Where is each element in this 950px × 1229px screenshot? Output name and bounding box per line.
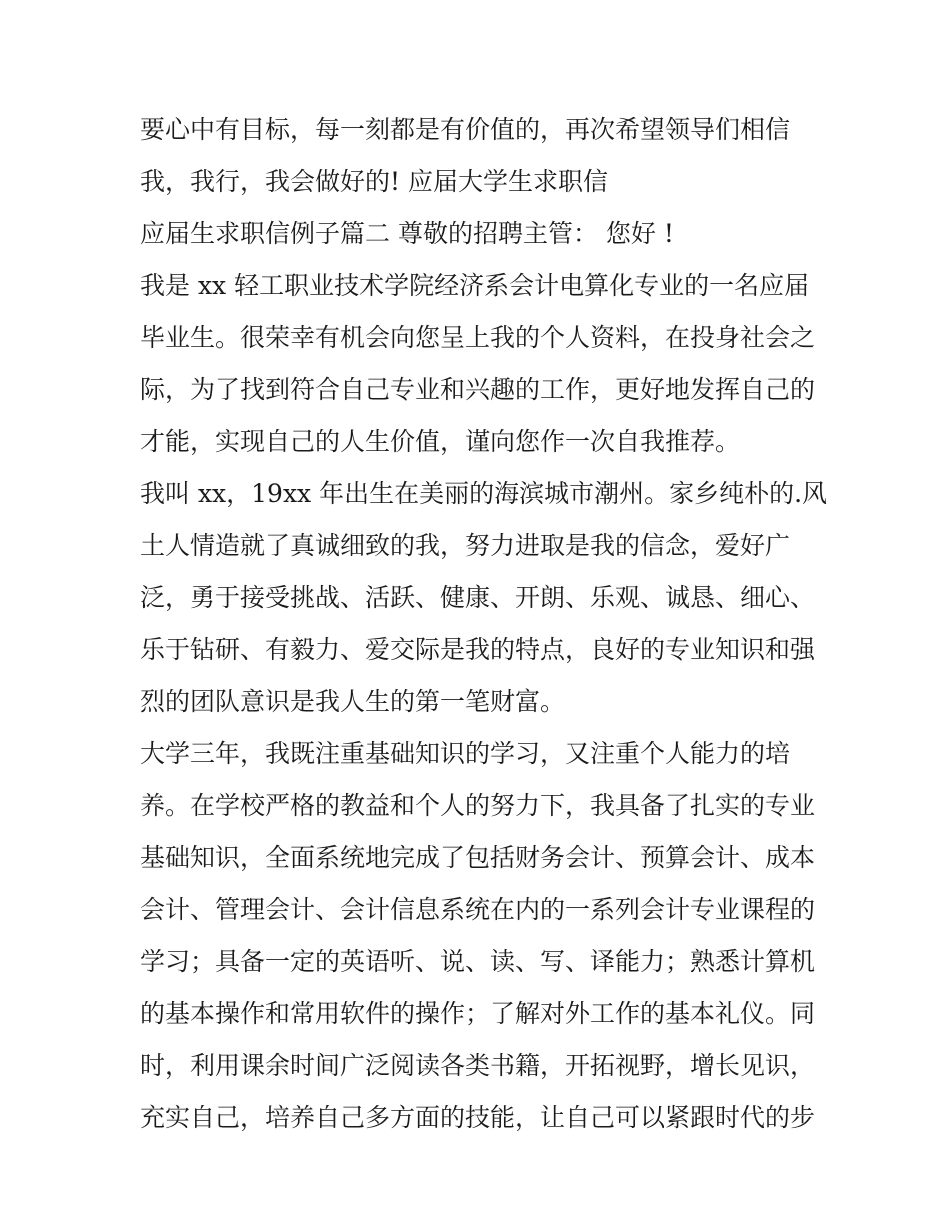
text-line: 泛，勇于接受挑战、活跃、健康、开朗、乐观、诚恳、细心、 — [140, 583, 816, 612]
text-line: 才能，实现自己的人生价值，谨向您作一次自我推荐。 — [140, 427, 741, 456]
text-line: 充实自己，培养自己多方面的技能，让自己可以紧跟时代的步 — [140, 1103, 816, 1132]
document-body — [140, 104, 828, 1144]
text-line: 我，我行，我会做好的! 应届大学生求职信 — [140, 167, 608, 196]
text-line: 我是 xx 轻工职业技术学院经济系会计电算化专业的一名应届 — [140, 271, 810, 300]
text-line: 要心中有目标，每一刻都是有价值的，再次希望领导们相信 — [140, 115, 791, 144]
text-line: 会计、管理会计、会计信息系统在内的一系列会计专业课程的 — [140, 895, 816, 924]
text-line: 土人情造就了真诚细致的我，努力进取是我的信念，爱好广 — [140, 531, 791, 560]
text-line: 应届生求职信例子篇二 尊敬的招聘主管： 您好 ! — [140, 219, 674, 248]
text-line: 大学三年，我既注重基础知识的学习，又注重个人能力的培 — [140, 739, 791, 768]
text-line: 烈的团队意识是我人生的第一笔财富。 — [140, 687, 566, 716]
text-line: 时，利用课余时间广泛阅读各类书籍，开拓视野，增长见识， — [140, 1051, 816, 1080]
text-line: 学习；具备一定的英语听、说、读、写、译能力；熟悉计算机 — [140, 947, 816, 976]
text-line: 基础知识，全面系统地完成了包括财务会计、预算会计、成本 — [140, 843, 816, 872]
text-line: 毕业生。很荣幸有机会向您呈上我的个人资料，在投身社会之 — [140, 323, 816, 352]
text-line: 际，为了找到符合自己专业和兴趣的工作，更好地发挥自己的 — [140, 375, 816, 404]
text-line: 养。在学校严格的教益和个人的努力下，我具备了扎实的专业 — [140, 791, 816, 820]
text-line: 的基本操作和常用软件的操作；了解对外工作的基本礼仪。同 — [140, 999, 816, 1028]
text-line: 乐于钻研、有毅力、爱交际是我的特点，良好的专业知识和强 — [140, 635, 816, 664]
text-line: 我叫 xx，19xx 年出生在美丽的海滨城市潮州。家乡纯朴的.风 — [140, 479, 828, 508]
